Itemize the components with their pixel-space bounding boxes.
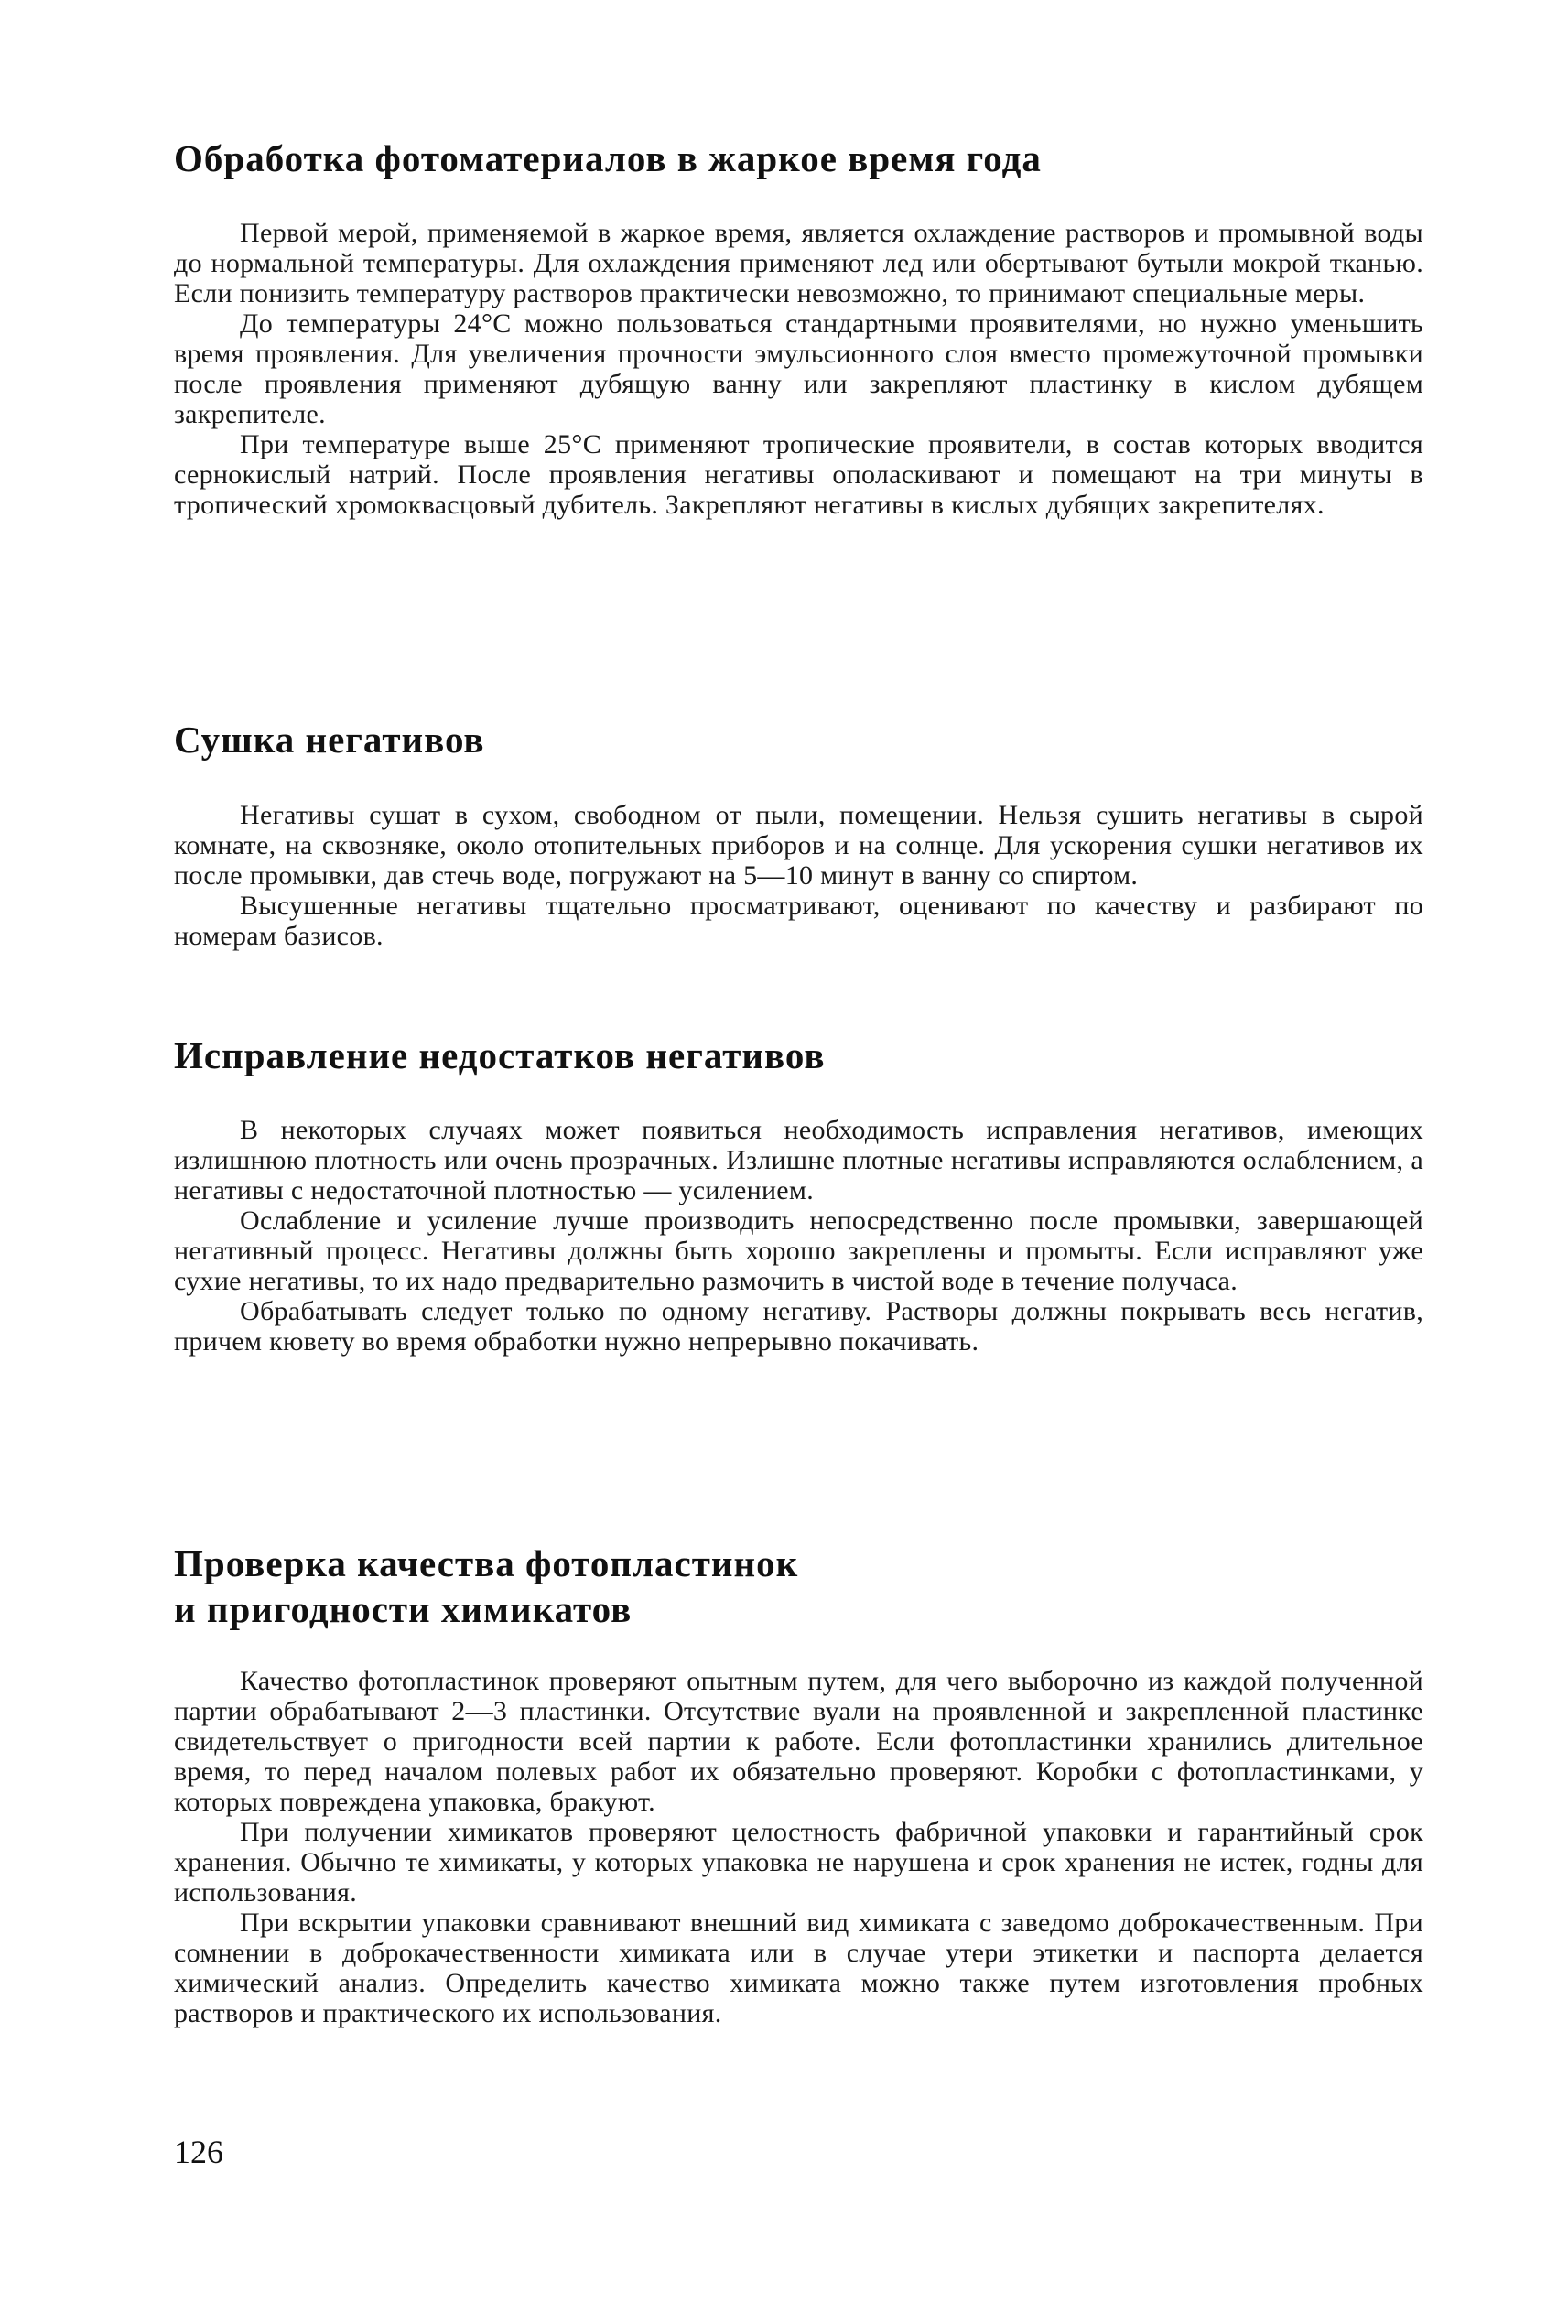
paragraph: При вскрытии упаковки сравнивают внешний вид химиката с заведомо доброкачественным. При сомнении в доброкачественности химиката или в случае утери этикетки и паспорта делается химический анализ. Определить качество химиката можно также путем изготовления пробных растворов и практического их использования. [174, 1908, 1423, 2028]
section-heading-hot-weather: Обработка фотоматериалов в жаркое время года [174, 137, 1042, 179]
paragraph: При получении химикатов проверяют целостность фабричной упаковки и гарантийный срок хранения. Обычно те химикаты, у которых упаковка не нарушена и срок хранения не истек, годны для использования. [174, 1817, 1423, 1908]
paragraph: Качество фотопластинок проверяют опытным путем, для чего выборочно из каждой полученной партии обрабатывают 2—3 пластинки. Отсутствие вуали на проявленной и закрепленной пластинке свидетельствует о пригодности всей партии к работе. Если фотопластинки хранились длительное время, то перед началом полевых работ их обязательно проверяют. Коробки с фотопластинками, у которых повреждена упаковка, бракуют. [174, 1666, 1423, 1817]
paragraph: Ослабление и усиление лучше производить непосредственно после промывки, завершающей негативный процесс. Негативы должны быть хорошо закреплены и промыты. Если исправляют уже сухие негативы, то их надо предварительно размочить в чистой воде в течение получаса. [174, 1205, 1423, 1296]
paragraph: В некоторых случаях может появиться необходимость исправления негативов, имеющих излишнюю плотность или очень прозрачных. Излишне плотные негативы исправляются ослаблением, а негативы с недостаточной плотностью — усилением. [174, 1115, 1423, 1205]
paragraph: Высушенные негативы тщательно просматривают, оценивают по качеству и разбирают по номерам базисов. [174, 891, 1423, 951]
section-heading-drying: Сушка негативов [174, 719, 485, 761]
paragraph: Обрабатывать следует только по одному негативу. Растворы должны покрывать весь негатив, причем кювету во время обработки нужно непрерывно покачивать. [174, 1296, 1423, 1357]
heading-line: и пригодности химикатов [174, 1588, 633, 1630]
paragraph: Первой мерой, применяемой в жаркое время, является охлаждение растворов и промывной воды до нормальной температуры. Для охлаждения применяют лед или обертывают бутыли мокрой тканью. Если понизить температуру растворов практически невозможно, то принимают специальные меры. [174, 218, 1423, 308]
page-number: 126 [174, 2134, 223, 2170]
section-body-quality-check [174, 1666, 1423, 2028]
paragraph: При температуре выше 25°С применяют тропические проявители, в состав которых вводится сернокислый натрий. После проявления негативы ополаскивают и помещают на три минуты в тропический хромоквасцовый дубитель. Закрепляют негативы в кислых дубящих закрепителях. [174, 429, 1423, 520]
section-heading-quality-check [174, 1540, 1423, 1632]
section-heading-correction: Исправление недостатков негативов [174, 1034, 826, 1076]
section-body-correction [174, 1115, 1423, 1357]
heading-line: Проверка качества фотопластинок [174, 1542, 799, 1584]
section-body-hot-weather [174, 218, 1423, 520]
paragraph: Негативы сушат в сухом, свободном от пыли, помещении. Нельзя сушить негативы в сырой комнате, на сквозняке, около отопительных приборов и на солнце. Для ускорения сушки негативов их после промывки, дав стечь воде, погружают на 5—10 минут в ванну со спиртом. [174, 800, 1423, 891]
paragraph: До температуры 24°С можно пользоваться стандартными проявителями, но нужно уменьшить время проявления. Для увеличения прочности эмульсионного слоя вместо промежуточной промывки после проявления применяют дубящую ванну или закрепляют пластинку в кислом дубящем закрепителе. [174, 308, 1423, 429]
section-body-drying [174, 800, 1423, 951]
